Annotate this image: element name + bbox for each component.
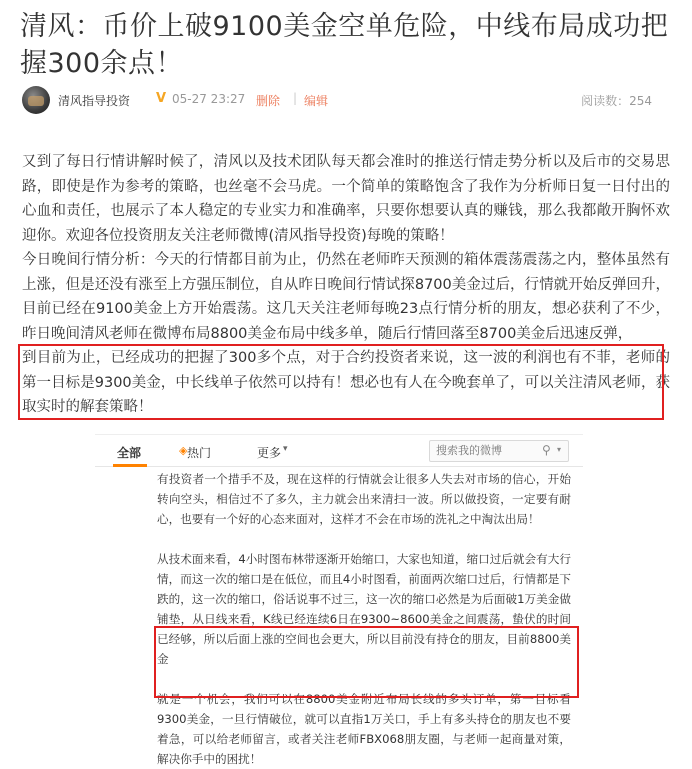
read-count: 阅读数：254: [581, 94, 652, 108]
tab-more[interactable]: 更多: [257, 446, 282, 460]
embedded-highlight-frame: [154, 626, 579, 698]
weibo-tab-bar: [95, 435, 583, 467]
divider: |: [293, 91, 298, 105]
article-paragraph-highlighted: 到目前为止，已经成功的把握了300多个点，对于合约投资者来说，这一波的利润也有不菲，老师的第一目标是9300美金，中长线单子依然可以持有！想必也有人在今晚套单了，可以关注清风老师，获取实时的解套策略！: [22, 350, 670, 415]
active-tab-indicator: [113, 464, 147, 467]
article-paragraph-analysis: 今日晚间行情分析：今天的行情都目前为止，仍然在老师昨天预测的箱体震荡震荡之内，整体虽然有上涨，但是还没有涨至上方强压制位，自从昨日晚间行情试探8700美金过后，行情就开始反弹回升，目前已经在9100美金上方开始震荡。这几天关注老师每晚23点行情分析的朋友，想必获利了不少，昨日晚间清风老师在微博布局8800美金布局中线多单，随后行情回落至8700美金后迅速反弹，: [22, 252, 670, 342]
post-date: 05-27 23:27: [172, 92, 246, 106]
page-title: 清风：币价上破9100美金空单危险，中线布局成功把握300余点！: [20, 11, 669, 79]
search-input[interactable]: [436, 444, 536, 457]
highlight-frame: [18, 344, 664, 420]
chevron-down-icon[interactable]: ▾: [283, 444, 288, 454]
edit-link[interactable]: 编辑: [304, 94, 329, 108]
search-icon[interactable]: ⚲: [542, 443, 551, 457]
author-name[interactable]: 清风指导投资: [58, 94, 131, 108]
verified-icon: V: [156, 91, 167, 106]
search-dropdown-icon[interactable]: ▾: [557, 445, 562, 454]
tab-hot[interactable]: 热门: [187, 446, 212, 460]
flame-icon: ◈: [179, 444, 188, 457]
embedded-paragraph-1: 有投资者一个措手不及，现在这样的行情就会让很多人失去对市场的信心，开始转向空头，相信过不了多久，主力就会出来清扫一波。所以做投资，一定要有耐心，也要有一个好的心态来面对，这样才不会在市场的洗礼之中淘汰出局！: [157, 472, 571, 526]
article-paragraph-intro: 又到了每日行情讲解时候了，清风以及技术团队每天都会准时的推送行情走势分析以及后市的交易思路，即使是作为参考的策略，也丝毫不会马虎。一个简单的策略饱含了我作为分析师日复一日付出的心血和责任，也展示了本人稳定的专业实力和准确率，只要你想要认真的赚钱，那么我都敞开胸怀欢迎你。欢迎各位投资朋友关注老师微博(清风指导投资)每晚的策略！: [22, 154, 670, 244]
embedded-paragraph-3: 就是一个机会，我们可以在8800美金附近布局长线的多头订单，第一目标看9300美金，一旦行情破位，就可以直指1万关口，手上有多头持仓的朋友也不要着急，可以给老师留言，或者关注老师FBX068朋友圈，与老师一起商量对策，解决你手中的困扰！: [157, 692, 571, 766]
embedded-paragraph-2: 从技术面来看，4小时图布林带逐渐开始缩口，大家也知道，缩口过后就会有大行情，而这一次的缩口是在低位，而且4小时图看，前面两次缩口过后，行情都是下跌的，这一次的缩口，俗话说事不过三，这一次的缩口必然是为后面破1万美金做铺垫，从日线来看，K线已经连续6日在9300~8600美金之间震荡，蛰伏的时间已经够，所以后面上涨的空间也会更大，所以目前没有持仓的朋友，目前8800美金: [157, 552, 571, 666]
article-meta: [22, 86, 662, 114]
tab-all[interactable]: 全部: [117, 446, 142, 460]
embedded-post-text: [157, 469, 571, 769]
weibo-search-box[interactable]: [429, 440, 569, 462]
avatar[interactable]: [22, 86, 50, 114]
delete-link[interactable]: 删除: [256, 94, 281, 108]
